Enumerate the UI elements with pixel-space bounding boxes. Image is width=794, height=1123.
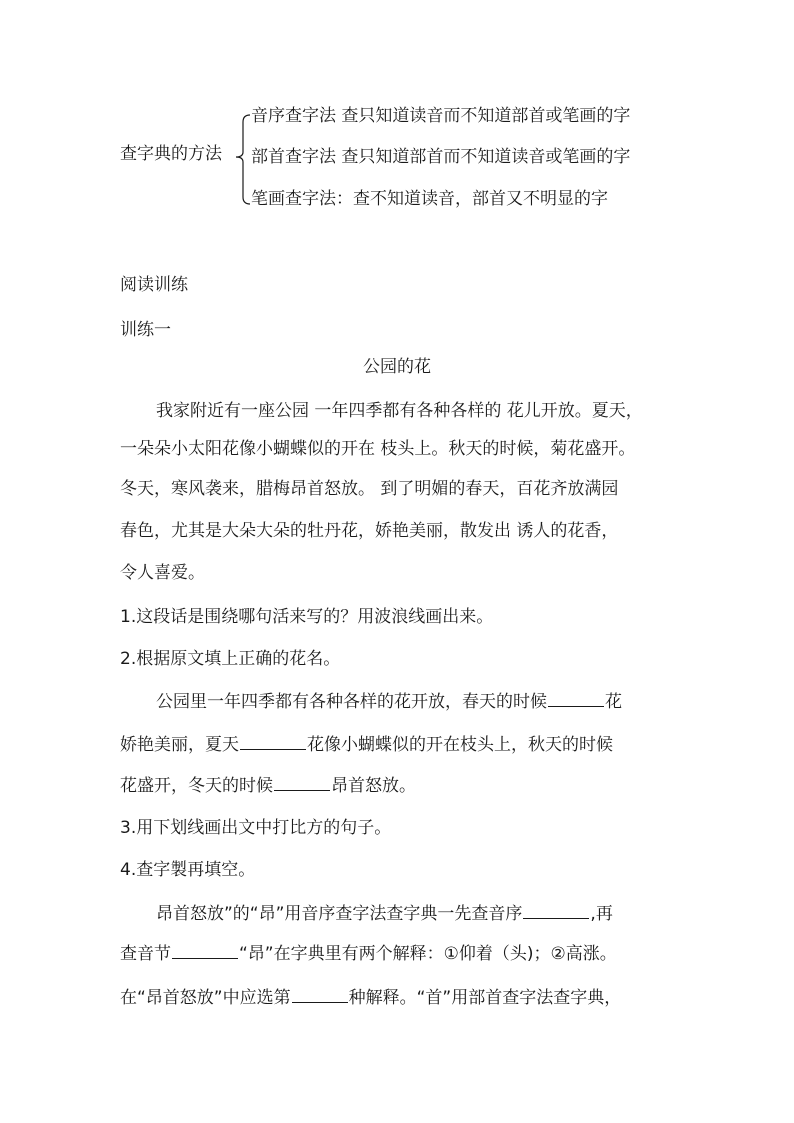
answer-blank[interactable]	[292, 984, 348, 1003]
question-2: 2.根据原文填上正确的花名。	[120, 649, 341, 669]
section-heading: 阅读训练	[120, 275, 188, 295]
fill-text: 花像小蝴蝶似的开在枝头上，秋天的时候	[307, 735, 613, 755]
passage-line: 冬天，寒风袭来，腊梅昂首怒放。 到了明媚的春天，百花齐放满园	[120, 479, 619, 499]
question-3: 3.用下划线画出文中打比方的句子。	[120, 818, 392, 838]
diagram-branch-stroke: 笔画查字法：查不知道读音，部首又不明显的字	[251, 189, 608, 209]
dictionary-method-diagram	[120, 95, 720, 220]
question-4-fill-line	[120, 900, 716, 927]
fill-text: 昂首怒放”的“昂”用音序查字法查字典一先查音序	[156, 904, 523, 924]
question-2-fill-line	[120, 731, 680, 758]
fill-text: “昂”在字典里有两个解释：①仰着（头)；②高涨。	[239, 944, 617, 964]
exercise-heading: 训练一	[120, 320, 171, 340]
fill-text: 查音节	[120, 944, 171, 964]
diagram-root-label: 查字典的方法	[120, 144, 222, 164]
answer-blank[interactable]	[274, 772, 330, 791]
fill-text: 花	[605, 692, 622, 712]
diagram-branch-radical: 部首查字法 查只知道部首而不知道读音或笔画的字	[251, 147, 631, 167]
fill-text: 在“昂首怒放”中应选第	[120, 988, 291, 1008]
answer-blank[interactable]	[240, 731, 306, 750]
fill-text: 种解释。“首”用部首查字法查字典，	[348, 988, 622, 1008]
question-4-fill-line	[120, 940, 680, 967]
passage-title: 公园的花	[363, 357, 431, 377]
question-2-fill-line	[120, 688, 716, 715]
diagram-branch-phonetic: 音序查字法 查只知道读音而不知道部首或笔画的字	[251, 106, 631, 126]
passage-line: 春色，尤其是大朵大朵的牡丹花，娇艳美丽，散发出 诱人的花香，	[120, 521, 619, 541]
passage-line: 我家附近有一座公园 一年四季都有各种各样的 花儿开放。夏天，	[156, 401, 643, 421]
diagram-brace	[232, 95, 252, 220]
question-1: 1.这段话是围绕哪句活来写的？用波浪线画出来。	[120, 607, 494, 627]
answer-blank[interactable]	[548, 688, 604, 707]
fill-text: 花盛开，冬天的时候	[120, 776, 273, 796]
fill-text: 公园里一年四季都有各种各样的花开放，春天的时候	[156, 692, 547, 712]
fill-text: 娇艳美丽，夏天	[120, 735, 239, 755]
question-4-fill-line	[120, 984, 680, 1011]
answer-blank[interactable]	[523, 900, 589, 919]
answer-blank[interactable]	[172, 940, 238, 959]
question-4: 4.查字製再填空。	[120, 860, 256, 880]
passage-line: 一朵朵小太阳花像小蝴蝶似的开在 枝头上。秋天的时候，菊花盛开。	[120, 439, 636, 459]
passage-line: 令人喜爱。	[120, 563, 205, 583]
question-2-fill-line	[120, 772, 680, 799]
fill-text: ,再	[590, 904, 613, 924]
fill-text: 昂首怒放。	[331, 776, 416, 796]
